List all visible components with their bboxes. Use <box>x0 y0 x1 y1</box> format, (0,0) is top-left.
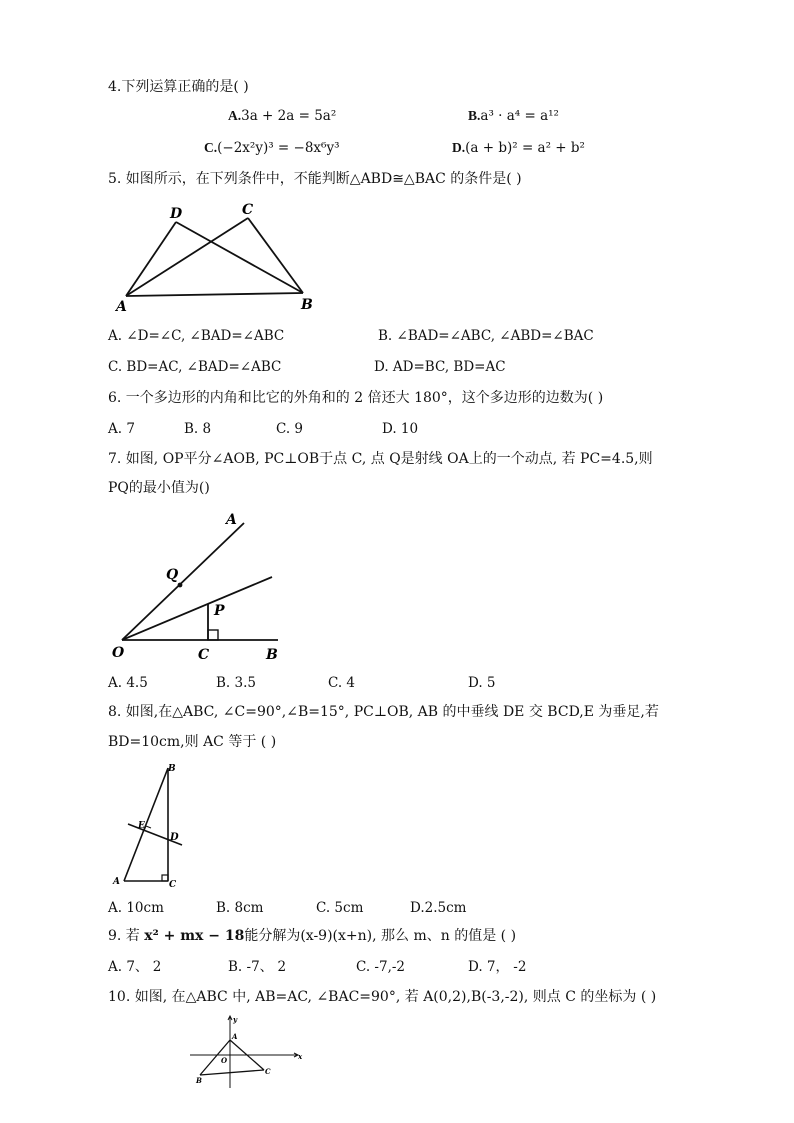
q10-label-x: x <box>298 1052 303 1061</box>
q10-label-o: O <box>221 1056 228 1065</box>
q7-label-c: C <box>198 647 210 663</box>
q10-stem: 10. 如图, 在△ABC 中, AB=AC, ∠BAC=90°, 若 A(0,2),B(-3,-2), 则点 C 的坐标为 ( ) <box>108 989 657 1005</box>
q5-option-a: A. ∠D=∠C, ∠BAD=∠ABC <box>108 328 285 344</box>
q5-label-c: C <box>242 202 254 218</box>
q7-label-p: P <box>214 603 225 619</box>
q9-option-c: C. -7,-2 <box>356 959 406 975</box>
q10-figure <box>186 1010 306 1090</box>
q5-segment-ac <box>126 218 248 296</box>
q8-stem-line1: 8. 如图,在△ABC, ∠C=90°,∠B=15°, PC⊥OB, AB 的中垂线 DE 交 BCD,E 为垂足,若 <box>108 704 659 720</box>
q6-option-d: D. 10 <box>382 421 419 437</box>
q7-point-q <box>178 583 183 588</box>
q8-figure <box>108 760 198 895</box>
q6-option-c: C. 9 <box>276 421 304 437</box>
q5-segment-db <box>176 222 303 293</box>
q5-segment-cb <box>248 218 303 293</box>
q6-stem: 6. 一个多边形的内角和比它的外角和的 2 倍还大 180°，这个多边形的边数为( ) <box>108 390 604 406</box>
q10-label-a: A <box>232 1032 238 1041</box>
q9-option-d: D. 7， -2 <box>468 959 527 975</box>
q10-label-b: B <box>196 1076 202 1085</box>
q5-label-d: D <box>170 206 183 222</box>
q9-stem <box>108 927 516 945</box>
q8-right-angle-c <box>162 875 168 881</box>
q4-option-c-label: C. <box>204 140 218 155</box>
q6-option-a: A. 7 <box>108 421 135 437</box>
q4-stem: 4.下列运算正确的是( ) <box>108 79 249 95</box>
q8-option-d: D.2.5cm <box>410 900 467 916</box>
q4-option-c <box>204 139 339 157</box>
q5-option-d: D. AD=BC, BD=AC <box>374 359 506 375</box>
q9-stem-expression: x² + mx − 18 <box>144 928 245 944</box>
q7-option-d: D. 5 <box>468 675 496 691</box>
q7-stem-line2: PQ的最小值为() <box>108 480 210 496</box>
q8-option-c: C. 5cm <box>316 900 364 916</box>
q10-segment-bc <box>200 1070 264 1075</box>
q5-stem: 5. 如图所示，在下列条件中，不能判断△ABD≅△BAC 的条件是( ) <box>108 171 522 187</box>
q4-option-c-expr: (−2x²y)³ = −8x⁶y³ <box>217 140 340 156</box>
q7-label-q: Q <box>166 567 179 583</box>
q7-option-b: B. 3.5 <box>216 675 256 691</box>
q9-stem-suffix: 能分解为(x-9)(x+n), 那么 m、n 的值是 ( ) <box>244 928 517 944</box>
q9-option-b: B. -7、 2 <box>228 959 287 975</box>
q4-option-d-label: D. <box>452 140 466 155</box>
q5-label-b: B <box>301 297 313 313</box>
q4-option-d <box>452 139 585 157</box>
q5-option-b: B. ∠BAD=∠ABC, ∠ABD=∠BAC <box>378 328 594 344</box>
q10-label-c: C <box>265 1067 271 1076</box>
q7-label-o: O <box>112 645 125 661</box>
q5-segment-ab <box>126 293 303 296</box>
q5-segment-ad <box>126 222 176 296</box>
q5-option-c: C. BD=AC, ∠BAD=∠ABC <box>108 359 282 375</box>
q8-label-d: D <box>170 832 179 843</box>
q5-figure <box>108 198 328 318</box>
q7-figure <box>108 505 308 665</box>
q4-option-a-label: A. <box>228 108 242 123</box>
q4-option-b <box>468 107 559 125</box>
q8-label-c: C <box>169 880 177 890</box>
q8-option-b: B. 8cm <box>216 900 264 916</box>
q9-option-a: A. 7、 2 <box>108 959 162 975</box>
q8-label-b: B <box>168 764 176 774</box>
q7-right-angle-mark <box>208 630 218 640</box>
q4-option-b-expr: a³ · a⁴ = a¹² <box>480 108 559 124</box>
q8-label-e: E <box>138 821 145 831</box>
q4-option-b-label: B. <box>468 108 481 123</box>
q4-option-a-expr: 3a + 2a = 5a² <box>241 108 337 124</box>
q7-option-a: A. 4.5 <box>108 675 148 691</box>
q7-option-c: C. 4 <box>328 675 356 691</box>
q4-option-d-expr: (a + b)² = a² + b² <box>465 140 585 156</box>
q7-ray-op <box>122 577 272 640</box>
q7-ray-oa <box>122 523 244 640</box>
q4-option-a <box>228 107 336 125</box>
q8-label-a: A <box>113 877 120 887</box>
q7-label-a: A <box>226 512 237 528</box>
q8-stem-line2: BD=10cm,则 AC 等于 ( ) <box>108 734 277 750</box>
q10-label-y: y <box>233 1015 238 1024</box>
q5-label-a: A <box>116 299 127 315</box>
q7-label-b: B <box>266 647 278 663</box>
q7-stem-line1: 7. 如图, OP平分∠AOB, PC⊥OB于点 C, 点 Q是射线 OA上的一个动点, 若 PC=4.5,则 <box>108 451 653 467</box>
q8-option-a: A. 10cm <box>108 900 164 916</box>
q9-stem-prefix: 9. 若 <box>108 928 145 944</box>
q6-option-b: B. 8 <box>184 421 212 437</box>
